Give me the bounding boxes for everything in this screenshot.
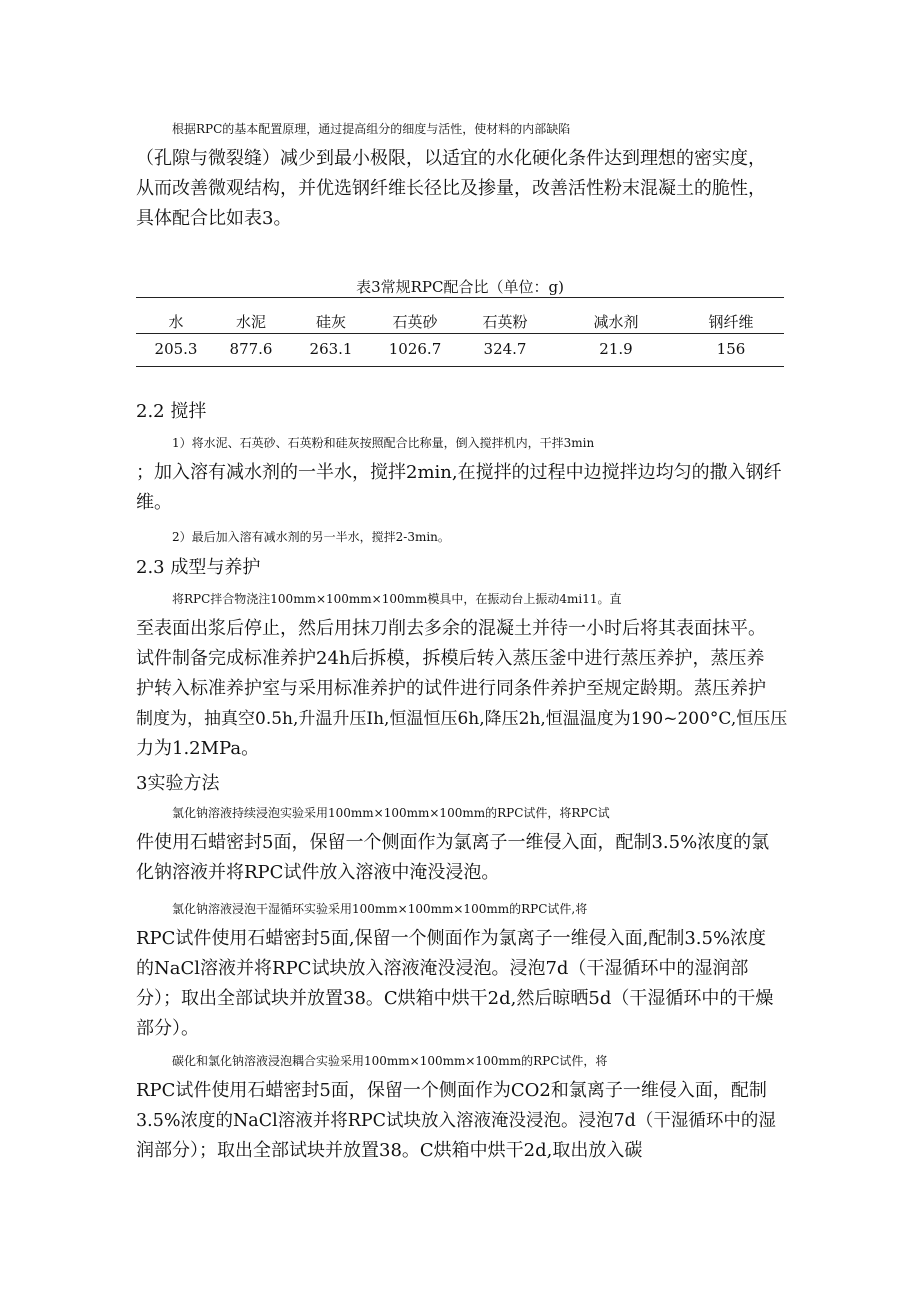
text-line: （孔隙与微裂缝）减少到最小极限，以适宜的水化硬化条件达到理想的密实度， bbox=[136, 148, 766, 169]
table-caption: 表3常规RPC配合比（单位：g) bbox=[356, 278, 564, 296]
text-line: 护转入标准养护室与采用标准养护的试件进行同条件养护至规定龄期。蒸压养护 bbox=[136, 678, 766, 699]
text-line: 至表面出浆后停止，然后用抹刀削去多余的混凝土并待一小时后将其表面抹平。 bbox=[136, 618, 766, 639]
table-cell: 324.7 bbox=[483, 340, 527, 358]
text-line: RPC试件使用石蜡密封5面,保留一个侧面作为氯离子一维侵入面,配制3.5%浓度 bbox=[136, 928, 767, 949]
text-line: 的NaCl溶液并将RPC试块放入溶液淹没浸泡。浸泡7d（干湿循环中的湿润部 bbox=[136, 958, 749, 979]
text-line: RPC试件使用石蜡密封5面，保留一个侧面作为CO2和氯离子一维侵入面，配制 bbox=[136, 1080, 767, 1101]
table-cell: 1026.7 bbox=[388, 340, 442, 358]
table-header-cell: 石英粉 bbox=[482, 313, 528, 331]
table-header-cell: 水 bbox=[168, 313, 184, 331]
text-line: 根据RPC的基本配置原理，通过提高组分的细度与活性，使材料的内部缺陷 bbox=[172, 122, 571, 136]
text-line: 3.5%浓度的NaCl溶液并将RPC试块放入溶液淹没浸泡。浸泡7d（干湿循环中的湿 bbox=[136, 1111, 776, 1131]
text-line: 将RPC拌合物浇注100mm×100mm×100mm模具中，在振动台上振动4mi11。直 bbox=[172, 592, 622, 606]
table-header-cell: 减水剂 bbox=[593, 313, 639, 331]
table-header-row bbox=[136, 311, 784, 333]
table-header-rule bbox=[136, 333, 784, 334]
text-line: 分）；取出全部试块并放置38。C烘箱中烘干2d,然后晾晒5d（干湿循环中的干燥 bbox=[136, 988, 774, 1009]
text-line: 力为1.2MPa。 bbox=[136, 738, 260, 759]
text-line: 1）将水泥、石英砂、石英粉和硅灰按照配合比称量，倒入搅拌机内，干拌3min bbox=[172, 436, 595, 450]
table-cell: 21.9 bbox=[599, 340, 633, 358]
text-line: 制度为，抽真空0.5h,升温升压Ih,恒温恒压6h,降压2h,恒温温度为190~200°C,恒压压 bbox=[136, 709, 788, 729]
text-line: 从而改善微观结构，并优选钢纤维长径比及掺量，改善活性粉末混凝土的脆性， bbox=[136, 178, 766, 199]
text-line: 2）最后加入溶有减水剂的另一半水，搅拌2-3min。 bbox=[172, 530, 450, 544]
table-row bbox=[136, 340, 784, 362]
text-line: 部分）。 bbox=[136, 1018, 199, 1039]
table-top-rule bbox=[136, 297, 784, 298]
table-cell: 877.6 bbox=[229, 340, 273, 358]
text-line: ；加入溶有减水剂的一半水，搅拌2min,在搅拌的过程中边搅拌边均匀的撒入钢纤 bbox=[136, 462, 782, 483]
table-header-cell: 硅灰 bbox=[315, 313, 347, 331]
section-heading-2-3: 2.3 成型与养护 bbox=[136, 557, 261, 578]
text-line: 润部分）；取出全部试块并放置38。C烘箱中烘干2d,取出放入碳 bbox=[136, 1140, 643, 1161]
section-heading-3: 3实验方法 bbox=[136, 773, 220, 794]
mixing-step-2 bbox=[136, 522, 786, 552]
table-cell: 263.1 bbox=[309, 340, 353, 358]
text-line: 件使用石蜡密封5面，保留一个侧面作为氯离子一维侵入面，配制3.5%浓度的氯 bbox=[136, 832, 770, 853]
section-heading-2-2: 2.2 搅拌 bbox=[136, 401, 207, 422]
table-header-cell: 石英砂 bbox=[392, 313, 438, 331]
text-line: 具体配合比如表3。 bbox=[136, 208, 292, 229]
text-line: 化钠溶液并将RPC试件放入溶液中淹没浸泡。 bbox=[136, 862, 500, 883]
molding-curing-paragraph bbox=[136, 584, 786, 764]
table-cell: 156 bbox=[716, 340, 746, 358]
text-line: 氯化钠溶液持续浸泡实验采用100mm×100mm×100mm的RPC试件，将RPC试 bbox=[172, 806, 610, 820]
table-bottom-rule bbox=[136, 366, 784, 367]
method-paragraph-2 bbox=[136, 894, 786, 1044]
table-header-cell: 钢纤维 bbox=[708, 313, 754, 331]
text-line: 氯化钠溶液浸泡干湿循环实验采用100mm×100mm×100mm的RPC试件,将 bbox=[172, 902, 588, 916]
table-cell: 205.3 bbox=[154, 340, 198, 358]
table-header-cell: 水泥 bbox=[235, 313, 267, 331]
text-line: 维。 bbox=[136, 492, 172, 513]
mixing-step-1 bbox=[136, 428, 786, 518]
intro-paragraph bbox=[136, 114, 786, 234]
text-line: 碳化和氯化钠溶液浸泡耦合实验采用100mm×100mm×100mm的RPC试件，将 bbox=[172, 1054, 608, 1068]
method-paragraph-3 bbox=[136, 1046, 786, 1166]
method-paragraph-1 bbox=[136, 798, 786, 888]
text-line: 试件制备完成标准养护24h后拆模，拆模后转入蒸压釜中进行蒸压养护，蒸压养 bbox=[136, 648, 765, 669]
